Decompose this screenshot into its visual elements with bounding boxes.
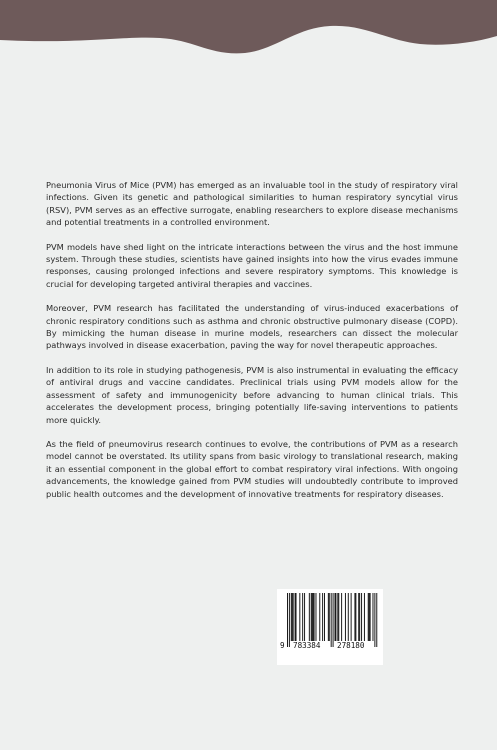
barcode-digits-right: 278180 [337, 641, 365, 650]
barcode-bar [312, 593, 313, 641]
barcode-bar [314, 593, 315, 641]
barcode-bar [319, 593, 320, 641]
barcode-bar [292, 593, 293, 641]
barcode-bar [359, 593, 360, 641]
barcode-bar [287, 593, 288, 647]
barcode-bar [324, 593, 325, 641]
barcode-digits [277, 641, 383, 653]
paragraph-2: PVM models have shed light on the intricate interactions between the virus and the host immune system. Through these studies, scientists have gained insights into how the virus evades immune responses, causing prolonged infections and severe respiratory symptoms. This knowledge is crucial for developing targeted antiviral therapies and vaccines. [46, 241, 458, 289]
barcode-bar [333, 593, 334, 647]
barcode-bar [373, 593, 374, 641]
barcode-bar [341, 593, 342, 641]
barcode-bar [313, 593, 314, 641]
barcode-bar [304, 593, 305, 641]
isbn-barcode [277, 589, 383, 665]
barcode-bar [316, 593, 317, 641]
barcode-bar [345, 593, 346, 641]
barcode-bar [329, 593, 330, 641]
barcode-bar [354, 593, 355, 641]
barcode-bar [351, 593, 352, 641]
top-wave-band [0, 0, 497, 70]
paragraph-1: Pneumonia Virus of Mice (PVM) has emerged as an invaluable tool in the study of respiratory viral infections. Given its genetic and pathological similarities to human respiratory syncytial virus (RSV), PVM serves as an effective surrogate, enabling researchers to explore disease mechanisms and potential treatments in a controlled environment. [46, 180, 458, 228]
barcode-bar [289, 593, 290, 647]
barcode-bar [293, 593, 294, 641]
barcode-bar [335, 593, 336, 641]
barcode-bar [364, 593, 365, 641]
barcode-digit-first: 9 [280, 641, 285, 650]
barcode-bar [355, 593, 356, 641]
barcode-bar [368, 593, 369, 641]
body-text [46, 179, 458, 512]
barcode-bar [309, 593, 310, 641]
barcode-bar [302, 593, 303, 641]
barcode-bar [369, 593, 370, 641]
barcode-bar [291, 593, 292, 641]
barcode-bar [296, 593, 297, 641]
barcode-bar [299, 593, 300, 641]
barcode-bar [376, 593, 377, 647]
barcode-bar [338, 593, 339, 641]
barcode-bar [335, 593, 336, 641]
paragraph-4: In addition to its role in studying pathogenesis, PVM is also instrumental in evaluating the efficacy of antiviral drugs and vaccine candidates. Preclinical trials using PVM models allow for the assessment of safety and immunogenicity before advancing to human clinical trials. This accelerates the development process, bringing potentially life-saving interventions to patients more quickly. [46, 364, 458, 425]
barcode-bar [331, 593, 332, 647]
barcode-bar [370, 593, 371, 641]
barcode-bar [337, 593, 338, 641]
barcode-bar [358, 593, 359, 641]
barcode-bar [361, 593, 362, 641]
barcode-bar [295, 593, 296, 641]
barcode-digits-left: 783384 [293, 641, 321, 650]
wave-shape [0, 0, 497, 53]
barcode-bar [348, 593, 349, 641]
barcode-bar [374, 593, 375, 647]
barcode-bar [311, 593, 312, 641]
paragraph-3: Moreover, PVM research has facilitated the understanding of virus-induced exacerbations of chronic respiratory conditions such as asthma and chronic obstructive pulmonary disease (COPD). By mimicking the human disease in murine models, researchers can dissect the molecular pathways involved in disease exacerbation, paving the way for novel therapeutic approaches. [46, 303, 458, 351]
barcode-bar [328, 593, 329, 641]
paragraph-5: As the field of pneumovirus research continues to evolve, the contributions of PVM as a research model cannot be overstated. Its utility spans from basic virology to translational research, making it an essential component in the global effort to combat respiratory viral infections. With ongoing advancements, the knowledge gained from PVM studies will undoubtedly contribute to improved public health outcomes and the development of innovative treatments for respiratory diseases. [46, 438, 458, 499]
barcode-bar [322, 593, 323, 641]
